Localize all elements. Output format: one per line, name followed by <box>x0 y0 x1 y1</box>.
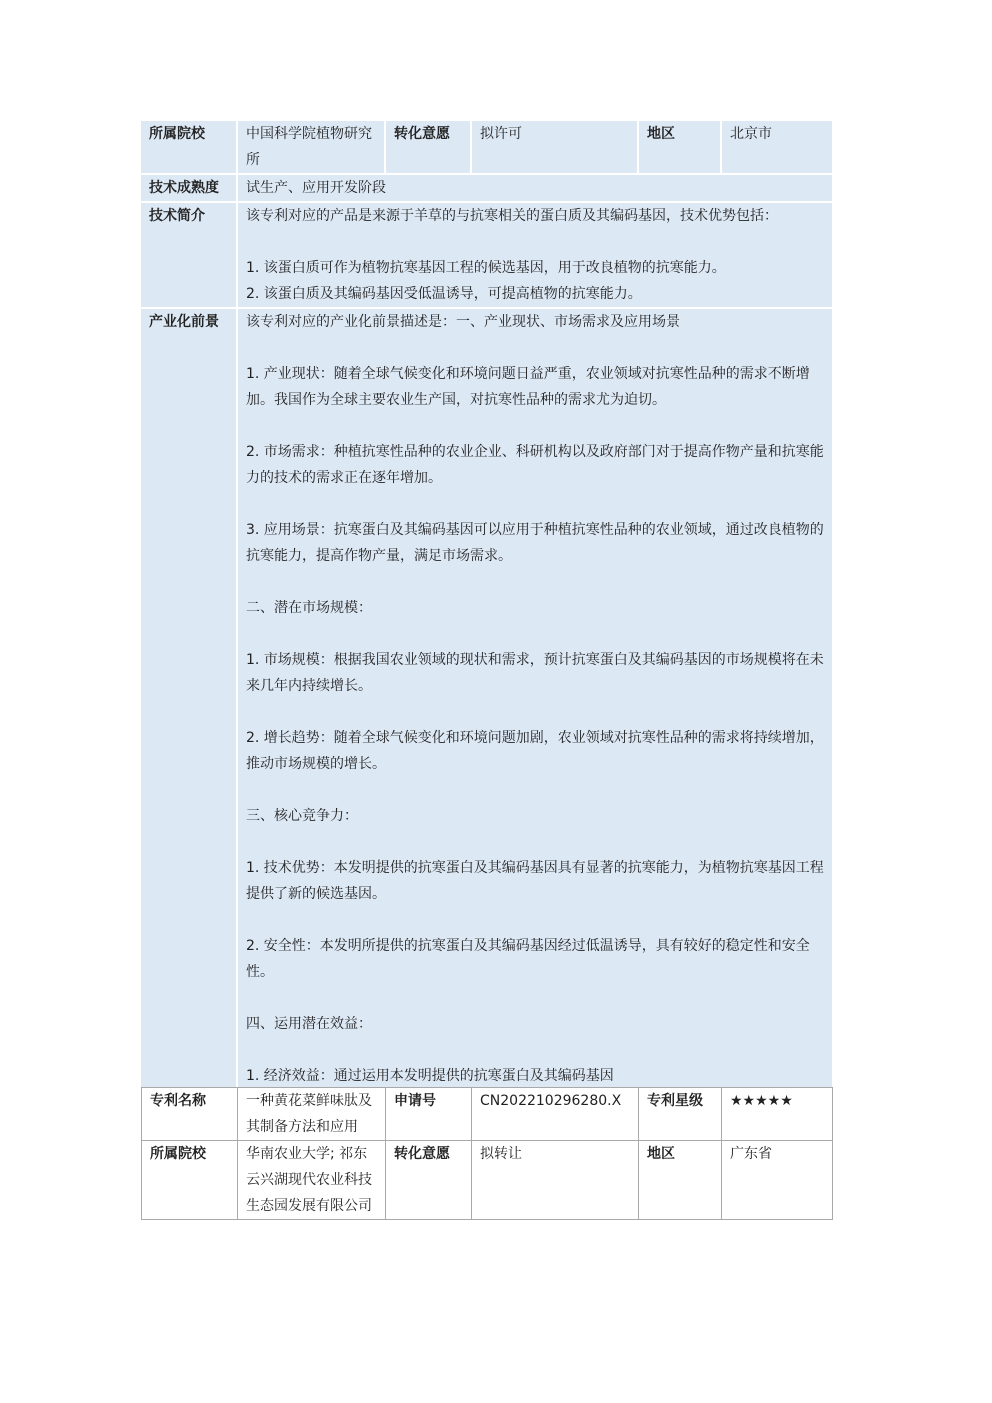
prospect-paragraph <box>246 621 824 647</box>
intent-value: 拟转让 <box>472 1141 639 1220</box>
row-prospect <box>141 308 832 1089</box>
prospect-paragraph: 2. 市场需求：种植抗寒性品种的农业企业、科研机构以及政府部门对于提高作物产量和抗寒能力的技术的需求正在逐年增加。 <box>246 444 824 486</box>
prospect-paragraph: 1. 经济效益：通过运用本发明提供的抗寒蛋白及其编码基因 <box>246 1068 614 1084</box>
prospect-paragraph: 三、核心竞争力： <box>246 808 358 824</box>
prospect-paragraph <box>246 985 824 1011</box>
patent-table-continued <box>141 121 832 1089</box>
prospect-paragraph <box>246 335 824 361</box>
intro-text <box>237 202 832 308</box>
prospect-paragraph <box>246 1037 824 1063</box>
intro-paragraph: 该专利对应的产品是来源于羊草的与抗寒相关的蛋白质及其编码基因，技术优势包括： <box>246 208 778 224</box>
intent-label: 转化意愿 <box>386 1141 472 1220</box>
region-value: 广东省 <box>722 1141 833 1220</box>
rating-stars: ★★★★★ <box>722 1088 833 1141</box>
region-value: 北京市 <box>721 121 832 174</box>
maturity-value: 试生产、应用开发阶段 <box>237 174 832 202</box>
row-school <box>142 1141 833 1220</box>
prospect-paragraph: 1. 技术优势：本发明提供的抗寒蛋白及其编码基因具有显著的抗寒能力，为植物抗寒基因工程提供了新的候选基因。 <box>246 860 824 902</box>
intro-label: 技术简介 <box>141 202 237 308</box>
prospect-paragraph: 2. 安全性：本发明所提供的抗寒蛋白及其编码基因经过低温诱导，具有较好的稳定性和安全性。 <box>246 938 810 980</box>
prospect-paragraph <box>246 569 824 595</box>
prospect-paragraph: 2. 增长趋势：随着全球气候变化和环境问题加剧，农业领域对抗寒性品种的需求将持续增加，推动市场规模的增长。 <box>246 730 824 772</box>
prospect-paragraph <box>246 491 824 517</box>
prospect-paragraph <box>246 699 824 725</box>
school-value: 华南农业大学; 祁东云兴湖现代农业科技生态园发展有限公司 <box>238 1141 386 1220</box>
row-maturity <box>141 174 832 202</box>
application-number-label: 申请号 <box>386 1088 472 1141</box>
prospect-paragraph <box>246 413 824 439</box>
patent-table-next <box>141 1087 833 1220</box>
intro-paragraph: 2. 该蛋白质及其编码基因受低温诱导，可提高植物的抗寒能力。 <box>246 286 642 302</box>
row-intro <box>141 202 832 308</box>
school-label: 所属院校 <box>149 126 205 142</box>
prospect-paragraph <box>246 777 824 803</box>
prospect-label: 产业化前景 <box>141 308 237 1089</box>
patent-name-value: 一种黄花菜鲜味肽及其制备方法和应用 <box>238 1088 386 1141</box>
maturity-label: 技术成熟度 <box>141 174 237 202</box>
row-patent-name <box>142 1088 833 1141</box>
prospect-paragraph: 1. 产业现状：随着全球气候变化和环境问题日益严重，农业领域对抗寒性品种的需求不断增加。我国作为全球主要农业生产国，对抗寒性品种的需求尤为迫切。 <box>246 366 810 408</box>
prospect-paragraph: 该专利对应的产业化前景描述是：一、产业现状、市场需求及应用场景 <box>246 314 680 330</box>
prospect-paragraph: 四、运用潜在效益： <box>246 1016 372 1032</box>
prospect-paragraph <box>246 829 824 855</box>
patent-name-label: 专利名称 <box>142 1088 238 1141</box>
intro-paragraph: 1. 该蛋白质可作为植物抗寒基因工程的候选基因，用于改良植物的抗寒能力。 <box>246 260 726 276</box>
region-label: 地区 <box>638 121 721 174</box>
school-label: 所属院校 <box>142 1141 238 1220</box>
prospect-text <box>237 308 832 1089</box>
prospect-paragraph <box>246 907 824 933</box>
prospect-paragraph: 二、潜在市场规模： <box>246 600 372 616</box>
rating-label: 专利星级 <box>639 1088 722 1141</box>
intent-value: 拟许可 <box>471 121 638 174</box>
application-number-value: CN202210296280.X <box>472 1088 639 1141</box>
prospect-paragraph: 1. 市场规模：根据我国农业领域的现状和需求，预计抗寒蛋白及其编码基因的市场规模将在未来几年内持续增长。 <box>246 652 824 694</box>
region-label: 地区 <box>639 1141 722 1220</box>
row-school <box>141 121 832 174</box>
intent-label: 转化意愿 <box>385 121 471 174</box>
school-value: 中国科学院植物研究所 <box>237 121 385 174</box>
intro-paragraph <box>246 229 824 255</box>
prospect-paragraph: 3. 应用场景：抗寒蛋白及其编码基因可以应用于种植抗寒性品种的农业领域，通过改良植物的抗寒能力，提高作物产量，满足市场需求。 <box>246 522 824 564</box>
